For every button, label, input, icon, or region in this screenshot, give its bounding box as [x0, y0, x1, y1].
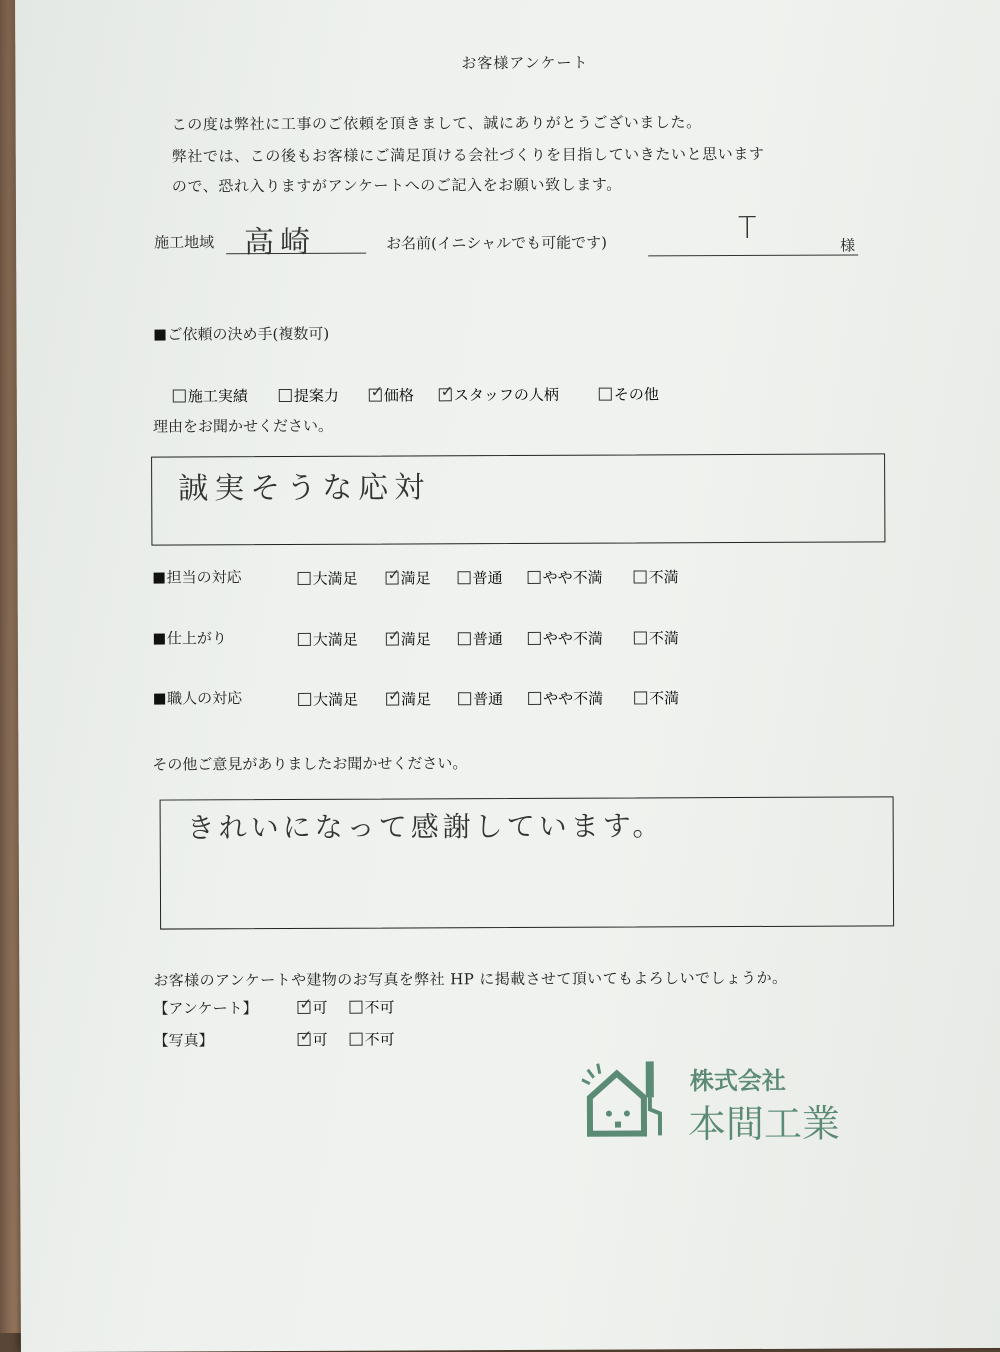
check-icon: ✓	[299, 1026, 313, 1045]
checkbox[interactable]	[634, 691, 647, 704]
checkbox[interactable]	[528, 632, 541, 645]
name-label: お名前(イニシャルでも可能です)	[386, 233, 607, 253]
checkbox[interactable]	[528, 571, 541, 584]
rating-option[interactable]: 大満足	[298, 568, 358, 589]
rating-option[interactable]: ✓ 満足	[388, 686, 432, 709]
rating-option[interactable]: ✓ 満足	[387, 565, 431, 588]
decision-option[interactable]: 提案力	[279, 385, 339, 406]
decision-heading: ご依頼の決め手(複数可)	[154, 323, 329, 345]
checkbox[interactable]	[528, 692, 541, 705]
permission-option-yes[interactable]: ✓ 可	[299, 994, 328, 1017]
name-underline	[648, 255, 858, 257]
bullet-square	[154, 694, 165, 705]
rating-option[interactable]: 不満	[634, 627, 679, 648]
rating-option[interactable]: 大満足	[298, 689, 358, 710]
check-icon: ✓	[388, 686, 401, 705]
checkbox[interactable]	[298, 633, 311, 646]
rating-label: 職人の対応	[154, 687, 242, 708]
permission-question: お客様のアンケートや建物のお写真を弊社 HP に掲載させて頂いてもよろしいでしょうか。	[153, 968, 788, 990]
checkbox[interactable]	[349, 1001, 362, 1014]
name-value[interactable]: T	[737, 210, 763, 247]
permission-option-yes[interactable]: ✓ 可	[299, 1026, 328, 1049]
rating-option[interactable]: 大満足	[298, 629, 358, 650]
checkbox-checked[interactable]	[386, 565, 401, 585]
company-name: 本間工業	[687, 1101, 841, 1147]
comments-box[interactable]	[160, 796, 895, 929]
checkbox[interactable]	[634, 570, 647, 583]
checkbox-checked[interactable]	[439, 382, 454, 401]
checkbox[interactable]	[458, 632, 471, 645]
page-title: お客様アンケート	[461, 53, 589, 73]
check-icon: ✓	[387, 626, 401, 645]
checkbox[interactable]	[634, 631, 647, 644]
area-value[interactable]: 高崎	[244, 224, 317, 261]
comments-prompt: その他ご意見がありましたお聞かせください。	[152, 754, 468, 774]
intro-line-3: ので、恐れ入りますがアンケートへのご記入をお願い致します。	[171, 175, 622, 196]
rating-option[interactable]: 普通	[458, 628, 503, 649]
rating-option[interactable]: 普通	[458, 567, 503, 588]
rating-option[interactable]: やや不満	[528, 628, 603, 649]
decision-option[interactable]: ✓ 価格	[370, 382, 414, 405]
bullet-square	[155, 330, 166, 341]
check-icon: ✓	[299, 994, 313, 1013]
house-roller-icon	[582, 1057, 672, 1139]
permission-option-no[interactable]: 不可	[349, 997, 394, 1018]
intro-line-2: 弊社では、この後もお客様にご満足頂ける会社づくりを目指していきたいと思います	[171, 144, 765, 166]
checkbox-checked[interactable]	[298, 1026, 313, 1046]
permission-option-no[interactable]: 不可	[350, 1029, 395, 1050]
comments-answer: きれいになって感謝しています。	[186, 809, 665, 845]
rating-option[interactable]: 不満	[634, 566, 679, 587]
rating-label: 担当の対応	[154, 566, 242, 587]
bullet-square	[154, 634, 165, 645]
decision-option[interactable]: 施工実績	[173, 385, 248, 406]
reason-prompt: 理由をお聞かせください。	[152, 416, 333, 436]
rating-option[interactable]: 不満	[634, 687, 679, 708]
checkbox-checked[interactable]	[369, 382, 384, 402]
checkbox[interactable]	[350, 1033, 363, 1046]
check-icon: ✓	[440, 382, 454, 401]
rating-label: 仕上がり	[154, 627, 227, 648]
checkbox[interactable]	[298, 572, 311, 585]
checkbox-checked[interactable]	[386, 626, 401, 646]
company-logo	[582, 1057, 672, 1143]
checkbox-checked[interactable]	[297, 994, 313, 1014]
rating-option[interactable]: やや不満	[528, 688, 603, 709]
check-icon: ✓	[387, 565, 401, 584]
check-icon: ✓	[370, 382, 384, 401]
rating-option[interactable]: ✓ 満足	[387, 626, 431, 649]
checkbox[interactable]	[599, 388, 612, 401]
checkbox[interactable]	[173, 389, 186, 402]
decision-option[interactable]: その他	[599, 383, 659, 404]
checkbox[interactable]	[279, 389, 292, 402]
area-label: 施工地域	[154, 233, 215, 252]
permission-label: 【写真】	[153, 1031, 214, 1050]
rating-option[interactable]: やや不満	[528, 567, 603, 588]
checkbox[interactable]	[458, 571, 471, 584]
reason-answer: 誠実そうな応対	[178, 470, 431, 507]
survey-sheet	[15, 0, 1000, 1352]
checkbox[interactable]	[298, 693, 311, 706]
reason-box[interactable]	[151, 453, 885, 545]
checkbox[interactable]	[458, 692, 471, 705]
permission-label: 【アンケート】	[153, 999, 258, 1018]
intro-line-1: この度は弊社に工事のご依頼を頂きまして、誠にありがとうございました。	[171, 113, 702, 134]
bullet-square	[154, 573, 165, 584]
decision-option[interactable]: ✓ スタッフの人柄	[440, 382, 559, 405]
rating-option[interactable]: 普通	[458, 688, 503, 709]
checkbox-checked[interactable]	[386, 686, 401, 706]
company-line-1: 株式会社	[689, 1066, 786, 1096]
name-suffix: 様	[840, 236, 856, 255]
